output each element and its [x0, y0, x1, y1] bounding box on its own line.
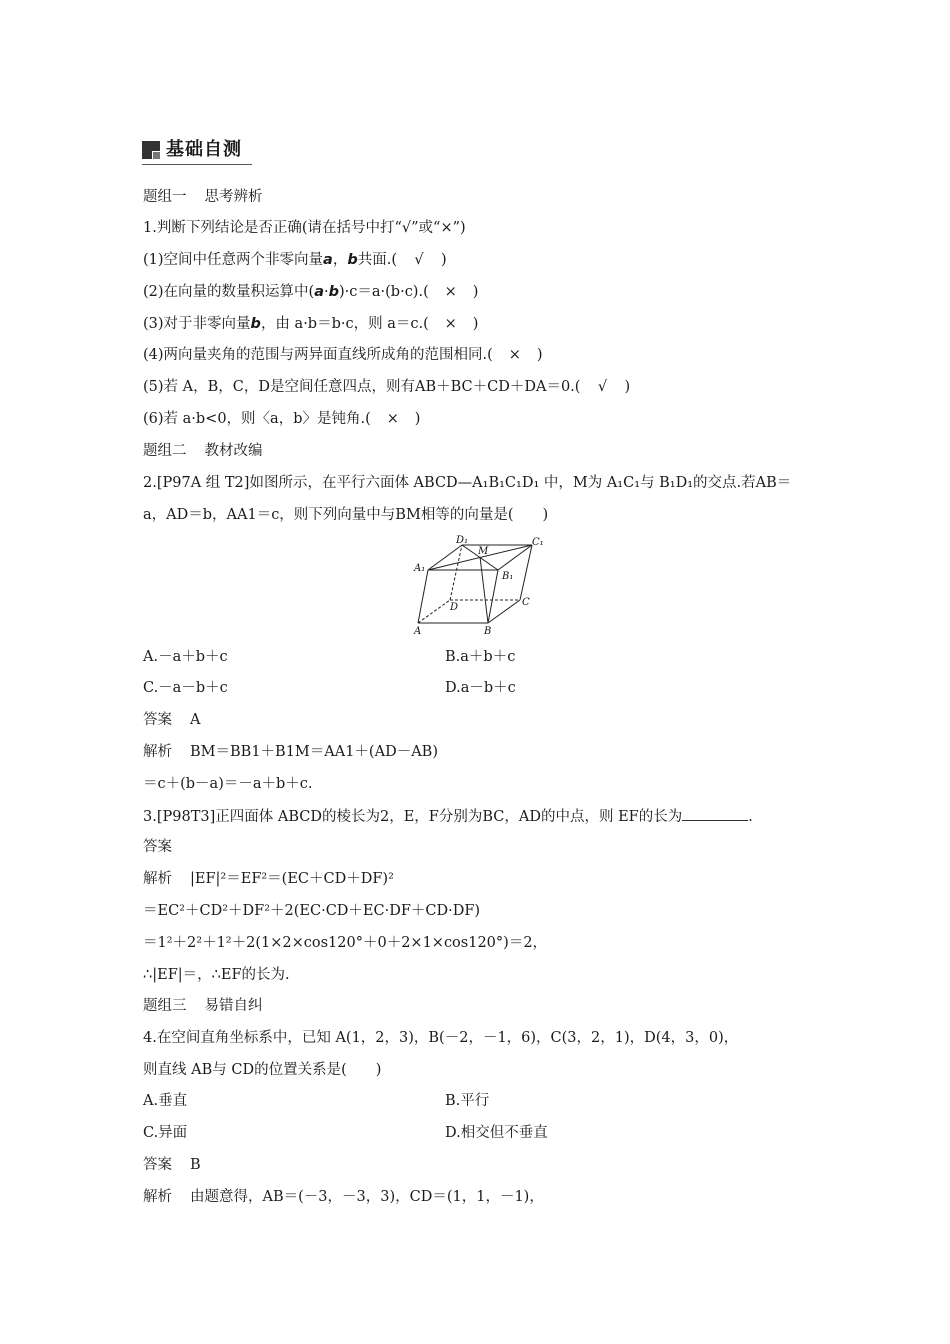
section-header [142, 138, 252, 165]
answer-blank [682, 806, 748, 821]
q1-item-2: (2)在向量的数量积运算中(a·b)·c＝a·(b·c).( × ) [143, 284, 479, 300]
q2-option-b: B.a＋b＋c [445, 649, 516, 665]
section-mark-icon [142, 141, 160, 159]
label-B1: B₁ [502, 571, 514, 582]
q2-line1: 2.[P97A 组 T2]如图所示，在平行六面体 ABCD—A₁B₁C₁D₁ 中，M为 A₁C₁与 B₁D₁的交点.若AB＝ [143, 475, 792, 491]
q4-option-a: A.垂直 [143, 1093, 188, 1109]
q4-option-b: B.平行 [445, 1093, 490, 1109]
q3-analysis-1: 解析 |EF|²＝EF²＝(EC＋CD＋DF)² [143, 871, 394, 887]
label-C: C [522, 597, 530, 608]
q3-analysis-4: ∴|EF|＝，∴EF的长为. [143, 967, 290, 983]
parallelepiped-figure [410, 535, 550, 640]
q2-analysis-1: 解析 BM＝BB1＋B1M＝AA1＋(AD－AB) [143, 744, 438, 760]
q1-item-1: (1)空间中任意两个非零向量a，b共面.( √ ) [143, 252, 447, 268]
label-A: A [414, 626, 422, 637]
label-C1: C₁ [532, 537, 544, 548]
q1-item-2-answer: × [444, 284, 457, 300]
q4-line2: 则直线 AB与 CD的位置关系是( ) [143, 1062, 382, 1078]
q4-line1: 4.在空间直角坐标系中，已知 A(1，2，3)，B(－2，－1，6)，C(3，2，1)，D(4，3，0)， [143, 1030, 739, 1046]
group3-heading: 题组三 易错自纠 [143, 998, 263, 1014]
q2-option-d: D.a－b＋c [445, 680, 516, 696]
q2-option-a: A.－a＋b＋c [143, 649, 228, 665]
q3-answer: 答案 [143, 839, 172, 855]
section-title: 基础自测 [166, 139, 242, 160]
q1-item-4: (4)两向量夹角的范围与两异面直线所成角的范围相同.( × ) [143, 347, 543, 363]
label-A1: A₁ [414, 563, 426, 574]
q3-analysis-3: ＝1²＋2²＋1²＋2(1×2×cos120°＋0＋2×1×cos120°)＝2， [143, 935, 548, 951]
q4-option-d: D.相交但不垂直 [445, 1125, 548, 1141]
q1-item-3-answer: × [444, 316, 457, 332]
q1-item-5-answer: √ [597, 379, 608, 395]
q1-item-3: (3)对于非零向量b，由 a·b＝b·c，则 a＝c.( × ) [143, 316, 479, 332]
q1-item-5: (5)若 A，B，C，D是空间任意四点，则有AB＋BC＋CD＋DA＝0.( √ ) [143, 379, 631, 395]
q2-analysis-2: ＝c＋(b－a)＝－a＋b＋c. [143, 776, 313, 792]
q4-analysis-1: 解析 由题意得，AB＝(－3，－3，3)，CD＝(1，1，－1)， [143, 1189, 544, 1205]
label-D1: D₁ [456, 535, 469, 546]
group2-heading: 题组二 教材改编 [143, 443, 263, 459]
q3-stem: 3.[P98T3]正四面体 ABCD的棱长为2，E，F分别为BC，AD的中点，则 EF的长为 . [143, 806, 753, 827]
label-D: D [450, 602, 459, 613]
q2-answer: 答案 A [143, 712, 201, 728]
group1-heading: 题组一 思考辨析 [143, 189, 263, 205]
label-M: M [478, 546, 489, 557]
q3-analysis-2: ＝EC²＋CD²＋DF²＋2(EC·CD＋EC·DF＋CD·DF) [143, 903, 481, 919]
q1-item-6: (6)若 a·b<0，则〈a，b〉是钝角.( × ) [143, 411, 421, 427]
q2-line2: a，AD＝b，AA1＝c，则下列向量中与BM相等的向量是( ) [143, 507, 549, 523]
label-B: B [484, 626, 492, 637]
q1-item-1-answer: √ [414, 252, 424, 268]
q4-option-c: C.异面 [143, 1125, 188, 1141]
q1-stem: 1.判断下列结论是否正确(请在括号中打“√”或“×”) [143, 220, 466, 236]
q1-item-6-answer: × [386, 411, 399, 427]
q4-answer: 答案 B [143, 1157, 201, 1173]
q1-item-4-answer: × [508, 347, 521, 363]
q2-option-c: C.－a－b＋c [143, 680, 228, 696]
